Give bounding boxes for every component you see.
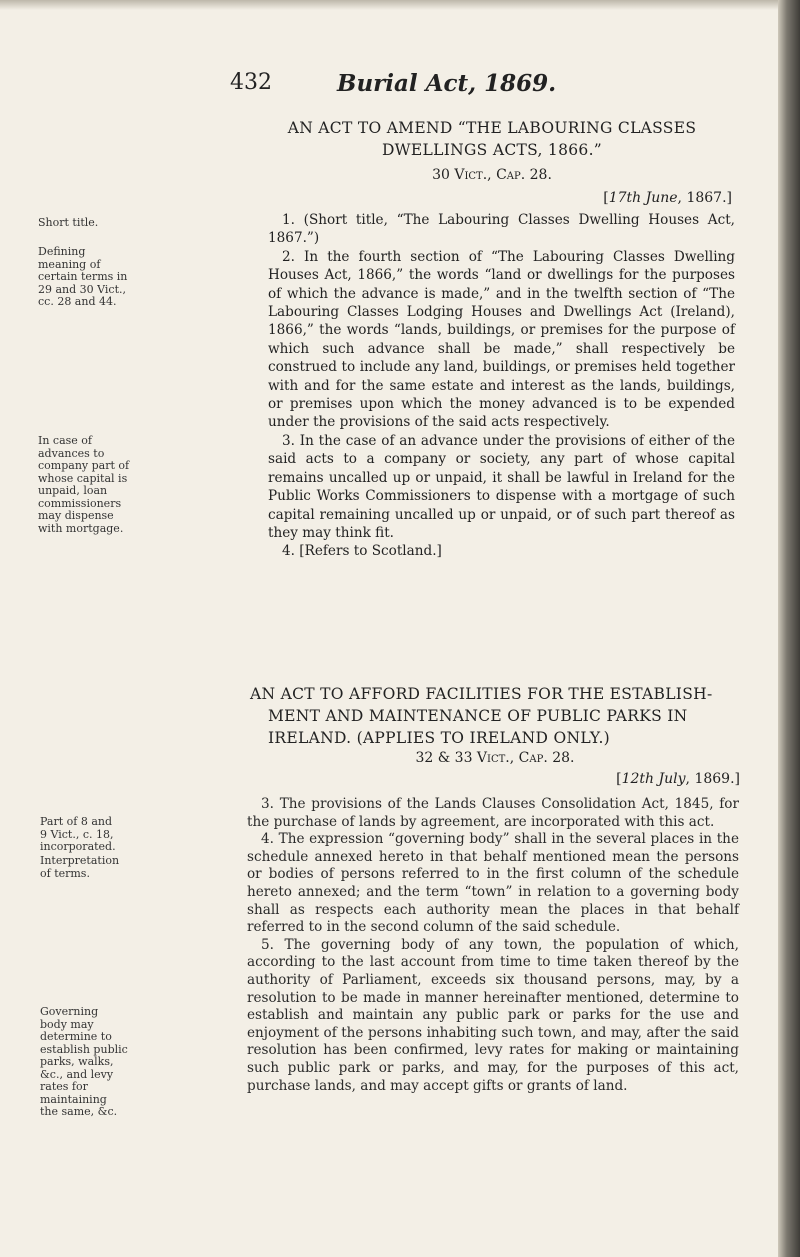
section-paragraph: 3. In the case of an advance under the provisions of either of the said acts to a company or society, any part of whose capital remains uncalled up or unpaid, it shall be lawful in Ireland for the Public Works Commissioners to dispense with a mortgage of such capital remaining uncalled up or unpaid, or of such part thereof as they may think fit. bbox=[268, 432, 735, 541]
act2-regnal: 32 & 33 Vict., Cap. 28. bbox=[415, 750, 575, 766]
act2-body bbox=[247, 796, 739, 1095]
act1-body bbox=[268, 211, 735, 561]
section-paragraph: 4. [Refers to Scotland.] bbox=[282, 543, 442, 560]
section-paragraph: 5. The governing body of any town, the population of which, according to the last account from time to time taken thereof by the authority of Parliament, exceeds six thousand persons, may, by a resolution to be made in manner hereinafter mentioned, determine to establish and maintain any public park or parks for the use and enjoyment of the persons inhabiting such town, and may, after the said resolution has been confirmed, levy rates for making or maintaining such public park or parks, and may, for the purposes of this act, purchase lands, and may accept gifts or grants of land. bbox=[247, 936, 739, 1094]
act1-date: [17th June, 1867.] bbox=[603, 190, 732, 206]
section-paragraph: 3. The provisions of the Lands Clauses Consolidation Act, 1845, for the purchase of lands by agreement, are incorporated with this act. bbox=[247, 796, 739, 830]
running-title: Burial Act, 1869. bbox=[337, 70, 557, 97]
act2-title-line: IRELAND. (APPLIES TO IRELAND ONLY.) bbox=[268, 729, 611, 747]
act2-title-line: MENT AND MAINTENANCE OF PUBLIC PARKS IN bbox=[268, 707, 688, 725]
act2-date: [12th July, 1869.] bbox=[616, 771, 740, 787]
margin-note: Part of 8 and 9 Vict., c. 18, incorporated. bbox=[40, 815, 116, 853]
margin-note: In case of advances to company part of whose capital is unpaid, loan commissioners may dispense with mortgage. bbox=[38, 434, 130, 535]
act2-title-line: AN ACT TO AFFORD FACILITIES FOR THE ESTABLISH- bbox=[250, 685, 713, 703]
act1-title bbox=[262, 117, 722, 161]
section-paragraph: 4. The expression “governing body” shall in the several places in the schedule annexed hereto in that behalf mentioned mean the persons or bodies of persons referred to in the first column of the schedule hereto annexed; and the term “town” in relation to a governing body shall as respects each authority mean the places in that behalf referred to in the second column of the said schedule. bbox=[247, 831, 739, 936]
page-top-shadow bbox=[0, 0, 800, 10]
page-number: 432 bbox=[230, 70, 272, 95]
section-paragraph: 1. (Short title, “The Labouring Classes Dwelling Houses Act, 1867.”) bbox=[268, 212, 735, 247]
act2-title bbox=[250, 683, 740, 749]
act1-title-line: DWELLINGS ACTS, 1866.” bbox=[381, 141, 603, 159]
act1-regnal: 30 Vict., Cap. 28. bbox=[432, 167, 552, 183]
margin-note: Interpretation of terms. bbox=[40, 854, 120, 880]
page-binding-edge bbox=[778, 0, 800, 1257]
margin-note: Defining meaning of certain terms in 29 and 30 Vict., cc. 28 and 44. bbox=[38, 245, 128, 308]
margin-note: Governing body may determine to establish public parks, walks, &c., and levy rates for maintaining the same, &c. bbox=[40, 1005, 128, 1118]
margin-note: Short title. bbox=[38, 216, 99, 229]
act1-title-line: AN ACT TO AMEND “THE LABOURING CLASSES bbox=[287, 119, 697, 137]
section-paragraph: 2. In the fourth section of “The Labouring Classes Dwelling Houses Act, 1866,” the words “land or dwellings for the purposes of which the advance is made,” and in the twelfth section of “The Labouring Classes Lodging Houses and Dwellings Act (Ireland), 1866,” the words “lands, buildings, or premises for the purpose of which such advance shall be made,” shall respectively be construed to include any land, buildings, or premises held together with and for the same estate and interest as the lands, buildings, or premises upon which the money advanced is to be expended under the provisions of the said acts respectively. bbox=[268, 248, 735, 431]
